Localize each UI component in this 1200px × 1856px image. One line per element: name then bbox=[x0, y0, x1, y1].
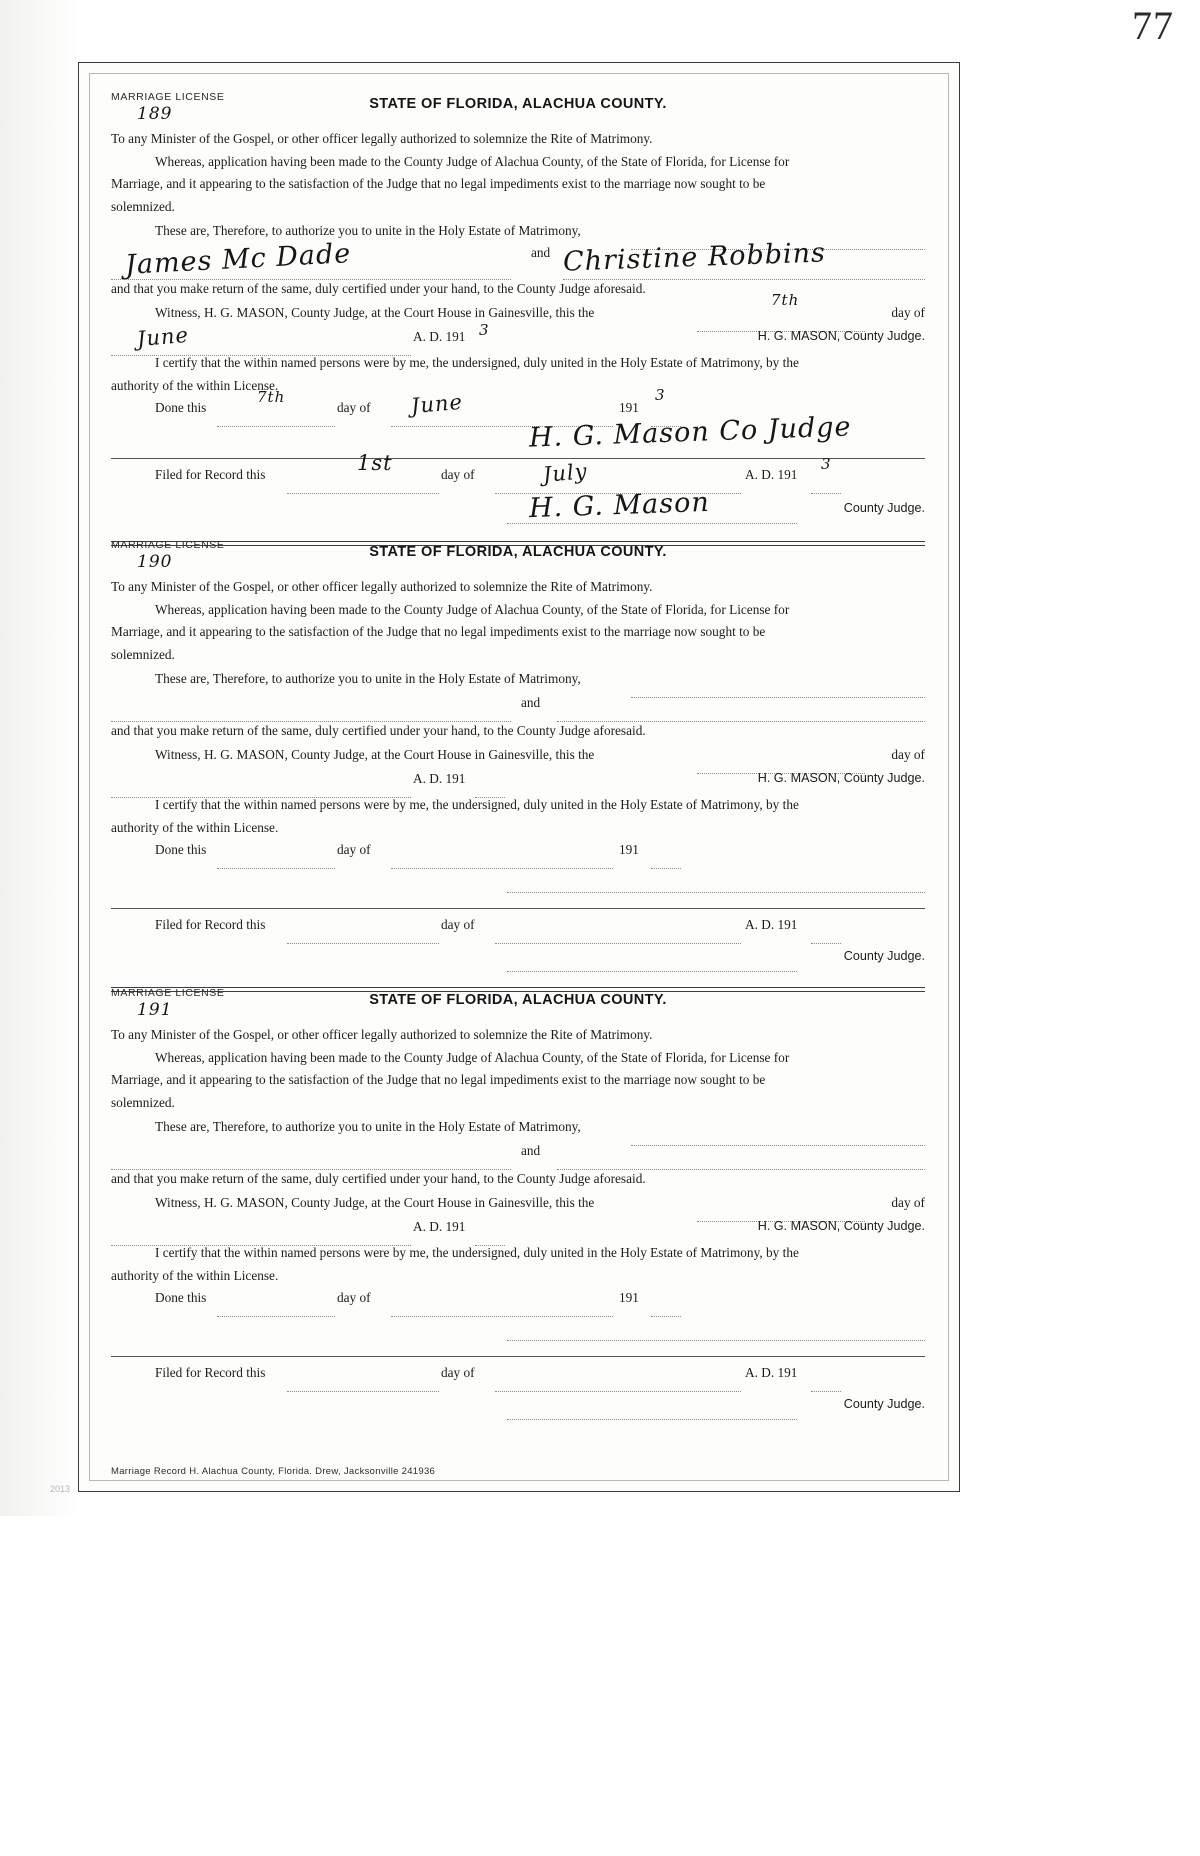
bride-name: Christine Robbins bbox=[562, 237, 827, 279]
done-this-label: Done this bbox=[155, 1290, 207, 1306]
whereas-line-2: Marriage, and it appearing to the satisfaction of the Judge that no legal impediments exist to the marriage now sought to be bbox=[111, 1072, 766, 1088]
done-day-of: day of bbox=[337, 1290, 371, 1306]
groom-dot-line bbox=[111, 707, 511, 722]
done-block bbox=[111, 840, 925, 872]
witness-month-value: June bbox=[136, 322, 190, 352]
filed-day-dot-line bbox=[287, 479, 439, 494]
state-title: STATE OF FLORIDA, ALACHUA COUNTY. bbox=[369, 992, 667, 1008]
county-judge-label: County Judge. bbox=[843, 501, 925, 516]
witness-ad: A. D. 191 bbox=[413, 329, 466, 345]
bride-dot-line bbox=[557, 707, 925, 722]
and-label: and bbox=[521, 1143, 541, 1159]
witness-block bbox=[111, 1193, 925, 1217]
witness-year-value: 3 bbox=[479, 321, 490, 340]
return-line: and that you make return of the same, duly certified under your hand, to the County Judge aforesaid. bbox=[111, 281, 646, 297]
marriage-record-191 bbox=[111, 985, 925, 1425]
filed-year-dot-line bbox=[811, 479, 841, 494]
filed-signature: H. G. Mason bbox=[528, 487, 711, 525]
officiant-signature: H. G. Mason Co Judge bbox=[528, 411, 853, 454]
scan-bottom-edge bbox=[0, 1516, 1200, 1856]
filed-day-of: day of bbox=[441, 917, 475, 933]
filed-label: Filed for Record this bbox=[155, 467, 266, 483]
and-label: and bbox=[531, 245, 551, 261]
document-frame bbox=[78, 62, 960, 1492]
filed-label: Filed for Record this bbox=[155, 1365, 266, 1381]
signature-rule bbox=[111, 908, 925, 909]
filed-signature-block bbox=[111, 487, 925, 531]
filed-block bbox=[111, 1363, 925, 1395]
done-year-value: 3 bbox=[655, 386, 666, 405]
witness-block bbox=[111, 291, 925, 327]
done-year-label: 191 bbox=[619, 842, 639, 858]
certify-line-1: I certify that the within named persons were by me, the undersigned, duly united in the Holy Estate of Matrimony, by the bbox=[155, 355, 799, 371]
witness-ad: A. D. 191 bbox=[413, 771, 466, 787]
witness-date-block bbox=[111, 1217, 925, 1243]
record-header bbox=[111, 537, 925, 577]
done-block bbox=[111, 386, 925, 454]
witness-block bbox=[111, 745, 925, 769]
authorize-lead: These are, Therefore, to authorize you to unite in the Holy Estate of Matrimony, bbox=[155, 671, 581, 687]
certify-line-1: I certify that the within named persons were by me, the undersigned, duly united in the Holy Estate of Matrimony, by the bbox=[155, 1245, 799, 1261]
done-day-dot-line bbox=[217, 412, 335, 427]
license-label: MARRIAGE LICENSE bbox=[111, 539, 225, 551]
witness-line: Witness, H. G. MASON, County Judge, at the Court House in Gainesville, this the bbox=[155, 747, 595, 763]
authorize-block bbox=[111, 669, 925, 721]
state-title: STATE OF FLORIDA, ALACHUA COUNTY. bbox=[369, 96, 667, 112]
done-month-dot-line bbox=[391, 1302, 613, 1317]
filed-block bbox=[111, 451, 925, 499]
license-number: 189 bbox=[137, 104, 173, 124]
whereas-line-3: solemnized. bbox=[111, 646, 175, 662]
license-number: 190 bbox=[137, 552, 173, 572]
filed-month-value: July bbox=[542, 459, 589, 488]
done-this-label: Done this bbox=[155, 842, 207, 858]
groom-dot-line bbox=[111, 265, 511, 280]
filed-block bbox=[111, 915, 925, 947]
bride-dot-line bbox=[557, 1155, 925, 1170]
filed-signature-dot-line bbox=[507, 957, 797, 972]
archive-stamp: 2013 bbox=[50, 1484, 71, 1494]
county-judge-label: County Judge. bbox=[843, 949, 925, 964]
certify-line-1: I certify that the within named persons were by me, the undersigned, duly united in the Holy Estate of Matrimony, by the bbox=[155, 797, 799, 813]
filed-ad: A. D. 191 bbox=[745, 917, 798, 933]
whereas-line-2: Marriage, and it appearing to the satisfaction of the Judge that no legal impediments exist to the marriage now sought to be bbox=[111, 176, 766, 192]
license-number: 191 bbox=[137, 1000, 173, 1020]
certify-line-2: authority of the within License. bbox=[111, 819, 279, 835]
officiant-signature-line-block bbox=[111, 1320, 925, 1342]
county-judge-label: County Judge. bbox=[843, 1397, 925, 1412]
authorize-dot-line bbox=[631, 683, 925, 698]
filed-ad: A. D. 191 bbox=[745, 1365, 798, 1381]
witness-month-dot-line bbox=[111, 783, 411, 798]
done-day-dot-line bbox=[217, 854, 335, 869]
minister-line: To any Minister of the Gospel, or other officer legally authorized to solemnize the Rite of Matrimony. bbox=[111, 579, 653, 594]
minister-line: To any Minister of the Gospel, or other officer legally authorized to solemnize the Rite of Matrimony. bbox=[111, 131, 653, 146]
groom-name: James Mc Dade bbox=[124, 238, 352, 282]
filed-signature-block bbox=[111, 1395, 925, 1425]
witness-day-value: 7th bbox=[771, 291, 800, 310]
filed-signature-block bbox=[111, 947, 925, 977]
whereas-line-1: Whereas, application having been made to the County Judge of Alachua County, of the State of Florida, for License for bbox=[155, 1049, 790, 1065]
license-label: MARRIAGE LICENSE bbox=[111, 987, 225, 999]
filed-day-of: day of bbox=[441, 467, 475, 483]
page-number: 77 bbox=[1132, 3, 1174, 48]
whereas-line-3: solemnized. bbox=[111, 1094, 175, 1110]
done-day-dot-line bbox=[217, 1302, 335, 1317]
whereas-line-1: Whereas, application having been made to the County Judge of Alachua County, of the State of Florida, for License for bbox=[155, 153, 790, 169]
judge-name: H. G. MASON, County Judge. bbox=[757, 1219, 925, 1234]
filed-year-dot-line bbox=[811, 1377, 841, 1392]
marriage-record-189 bbox=[111, 89, 925, 554]
done-day-of: day of bbox=[337, 842, 371, 858]
and-label: and bbox=[521, 695, 541, 711]
done-month-value: June bbox=[410, 390, 464, 419]
filed-month-dot-line bbox=[495, 1377, 741, 1392]
officiant-signature-dot-line bbox=[507, 1326, 925, 1341]
filed-ad: A. D. 191 bbox=[745, 467, 798, 483]
done-this-label: Done this bbox=[155, 400, 207, 416]
minister-line: To any Minister of the Gospel, or other officer legally authorized to solemnize the Rite of Matrimony. bbox=[111, 1027, 653, 1042]
printer-imprint: Marriage Record H. Alachua County, Florida. Drew, Jacksonville 241936 bbox=[111, 1466, 436, 1477]
witness-day-of: day of bbox=[891, 1195, 925, 1211]
authorize-block bbox=[111, 221, 925, 282]
filed-day-dot-line bbox=[287, 929, 439, 944]
state-title: STATE OF FLORIDA, ALACHUA COUNTY. bbox=[369, 544, 667, 560]
witness-year-dot-line bbox=[475, 1231, 505, 1246]
signature-rule bbox=[111, 1356, 925, 1357]
witness-ad: A. D. 191 bbox=[413, 1219, 466, 1235]
done-block bbox=[111, 1288, 925, 1320]
done-year-label: 191 bbox=[619, 1290, 639, 1306]
witness-line: Witness, H. G. MASON, County Judge, at the Court House in Gainesville, this the bbox=[155, 305, 595, 321]
authorize-lead: These are, Therefore, to authorize you to unite in the Holy Estate of Matrimony, bbox=[155, 1119, 581, 1135]
record-header bbox=[111, 89, 925, 129]
whereas-line-1: Whereas, application having been made to the County Judge of Alachua County, of the State of Florida, for License for bbox=[155, 601, 790, 617]
officiant-signature-dot-line bbox=[507, 878, 925, 893]
filed-day-of: day of bbox=[441, 1365, 475, 1381]
return-line: and that you make return of the same, duly certified under your hand, to the County Judge aforesaid. bbox=[111, 1171, 646, 1187]
done-year-dot-line bbox=[651, 1302, 681, 1317]
officiant-signature-line-block bbox=[111, 872, 925, 894]
authorize-block bbox=[111, 1117, 925, 1169]
license-label: MARRIAGE LICENSE bbox=[111, 91, 225, 103]
done-month-dot-line bbox=[391, 854, 613, 869]
filed-signature-dot-line bbox=[507, 1405, 797, 1420]
witness-year-dot-line bbox=[475, 783, 505, 798]
authorize-dot-line bbox=[631, 1131, 925, 1146]
filed-month-dot-line bbox=[495, 929, 741, 944]
witness-date-block bbox=[111, 321, 925, 353]
witness-month-dot-line bbox=[111, 1231, 411, 1246]
groom-dot-line bbox=[111, 1155, 511, 1170]
whereas-line-2: Marriage, and it appearing to the satisfaction of the Judge that no legal impediments exist to the marriage now sought to be bbox=[111, 624, 766, 640]
done-day-value: 7th bbox=[257, 388, 286, 407]
certify-line-2: authority of the within License. bbox=[111, 1267, 279, 1283]
record-header bbox=[111, 985, 925, 1025]
done-year-label: 191 bbox=[619, 400, 639, 416]
marriage-record-190 bbox=[111, 537, 925, 1000]
certify-line-2: authority of the within License. bbox=[111, 377, 279, 393]
done-day-of: day of bbox=[337, 400, 371, 416]
filed-label: Filed for Record this bbox=[155, 917, 266, 933]
signature-rule bbox=[111, 458, 925, 459]
filed-day-dot-line bbox=[287, 1377, 439, 1392]
witness-day-of: day of bbox=[891, 747, 925, 763]
witness-day-of: day of bbox=[891, 305, 925, 321]
filed-day-value: 1st bbox=[357, 451, 393, 476]
done-year-dot-line bbox=[651, 854, 681, 869]
witness-line: Witness, H. G. MASON, County Judge, at the Court House in Gainesville, this the bbox=[155, 1195, 595, 1211]
filed-year-dot-line bbox=[811, 929, 841, 944]
authorize-lead: These are, Therefore, to authorize you to unite in the Holy Estate of Matrimony, bbox=[155, 223, 581, 239]
judge-name: H. G. MASON, County Judge. bbox=[757, 329, 925, 344]
judge-name: H. G. MASON, County Judge. bbox=[757, 771, 925, 786]
whereas-line-3: solemnized. bbox=[111, 198, 175, 214]
filed-year-value: 3 bbox=[821, 455, 832, 474]
witness-date-block bbox=[111, 769, 925, 795]
return-line: and that you make return of the same, duly certified under your hand, to the County Judge aforesaid. bbox=[111, 723, 646, 739]
